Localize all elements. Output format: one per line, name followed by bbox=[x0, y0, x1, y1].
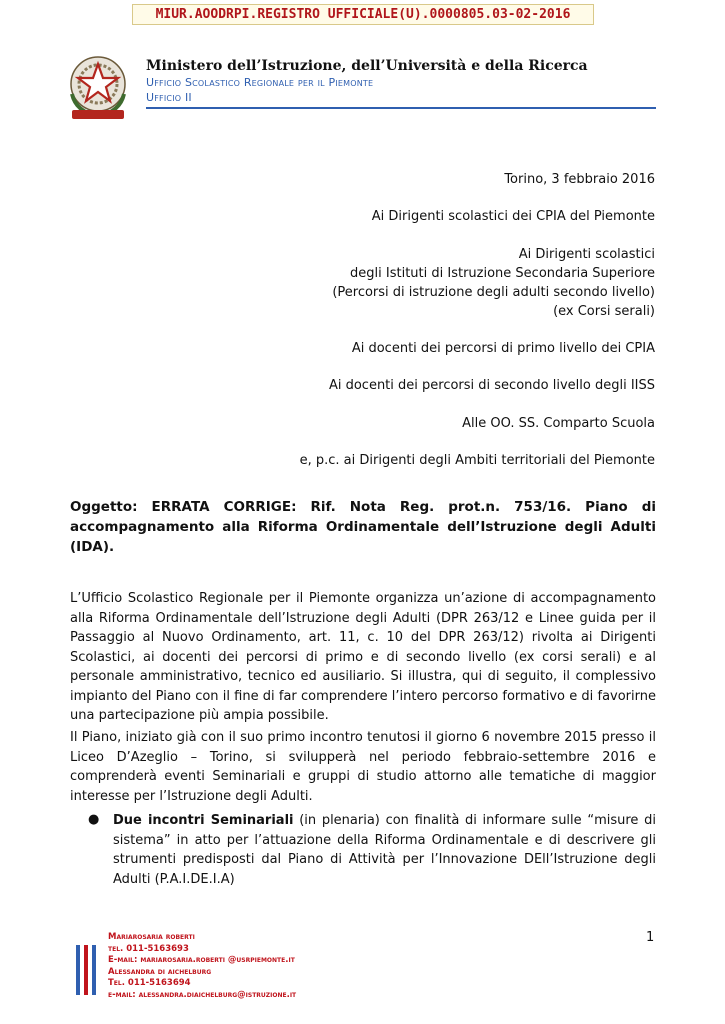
recipient-line: e, p.c. ai Dirigenti degli Ambiti territoriali del Piemonte bbox=[299, 453, 655, 468]
recipient-line: Ai docenti dei percorsi di primo livello dei CPIA bbox=[351, 341, 655, 356]
recipient-line: degli Istituti di Istruzione Secondaria Superiore bbox=[350, 266, 655, 281]
body-paragraph: Il Piano, iniziato già con il suo primo incontro tenutosi il giorno 6 novembre 2015 presso il Liceo D’Azeglio – Torino, si svilupperà nel periodo febbraio-settembre 2016 e comprenderà eventi Seminariali e gruppi di studio attorno alle tematiche di maggior interesse per l’Istruzione degli Adulti. bbox=[70, 730, 656, 804]
italian-republic-emblem-icon bbox=[66, 50, 130, 126]
header-divider bbox=[146, 107, 656, 109]
recipient-line: (Percorsi di istruzione degli adulti secondo livello) bbox=[332, 285, 655, 300]
footer-contacts bbox=[108, 932, 296, 1001]
page-number: 1 bbox=[646, 930, 655, 945]
regional-office: Ufficio Scolastico Regionale per il Piemonte bbox=[146, 76, 374, 89]
contact-email[interactable]: e-mail: alessandra.diaichelburg@istruzione.it bbox=[108, 989, 297, 1000]
protocol-stamp: MIUR.AOODRPI.REGISTRO UFFICIALE(U).0000805.03-02-2016 bbox=[132, 4, 594, 25]
contact-email[interactable]: E-mail: mariarosaria.roberti @usrpiemonte.it bbox=[108, 955, 295, 965]
recipient-line: Ai Dirigenti scolastici bbox=[518, 247, 655, 262]
contact-phone: Tel. 011-5163694 bbox=[108, 978, 191, 988]
sub-office: Ufficio II bbox=[146, 91, 192, 104]
bullet-icon: ● bbox=[88, 812, 100, 827]
recipient-line: Alle OO. SS. Comparto Scuola bbox=[462, 416, 655, 431]
contact-name: Mariarosaria roberti bbox=[108, 932, 195, 942]
footer-bar-blue bbox=[76, 945, 80, 995]
letter-date: Torino, 3 febbraio 2016 bbox=[504, 172, 655, 187]
bullet-item bbox=[113, 811, 656, 889]
bullet-item-title: Due incontri Seminariali bbox=[113, 813, 294, 828]
footer-bar-blue bbox=[92, 945, 96, 995]
contact-phone: tel. 011-5163693 bbox=[108, 943, 189, 954]
bullet-item-text: (in plenaria) con finalità di informare sulle “misure di sistema” in atto per l’attuazione della Riforma Ordinamentale e di descrivere gli strumenti predisposti dal Piano di Attività per l’Innovazione DEll’Istruzione degli Adulti (P.A.I.DE.I.A) bbox=[113, 813, 656, 887]
footer-bar-red bbox=[84, 945, 88, 995]
ministry-title: Ministero dell’Istruzione, dell’Università e della Ricerca bbox=[146, 58, 588, 74]
letter-subject: Oggetto: ERRATA CORRIGE: Rif. Nota Reg. prot.n. 753/16. Piano di accompagnamento alla Riforma Ordinamentale dell’Istruzione degli Adulti (IDA). bbox=[70, 499, 656, 555]
recipient-line: Ai Dirigenti scolastici dei CPIA del Piemonte bbox=[371, 209, 655, 224]
recipient-line: Ai docenti dei percorsi di secondo livello degli IISS bbox=[328, 378, 655, 393]
contact-name: Alessandra di aichelburg bbox=[108, 966, 212, 977]
body-paragraph: L’Ufficio Scolastico Regionale per il Piemonte organizza un’azione di accompagnamento alla Riforma Ordinamentale dell’Istruzione degli Adulti (DPR 263/12 e Linee guida per il Passaggio al Nuovo Ordinamento, art. 11, c. 10 del DPR 263/12) rivolta ai Dirigenti Scolastici, ai docenti dei percorsi di primo e di secondo livello (ex corsi serali) e al personale amministrativo, tecnico ed ausiliario. Si illustra, qui di seguito, il complessivo impianto del Piano con il fine di far comprendere l’intero percorso formativo e di favorirne una partecipazione più ampia possibile. bbox=[70, 591, 656, 723]
recipient-line: (ex Corsi serali) bbox=[553, 304, 655, 319]
